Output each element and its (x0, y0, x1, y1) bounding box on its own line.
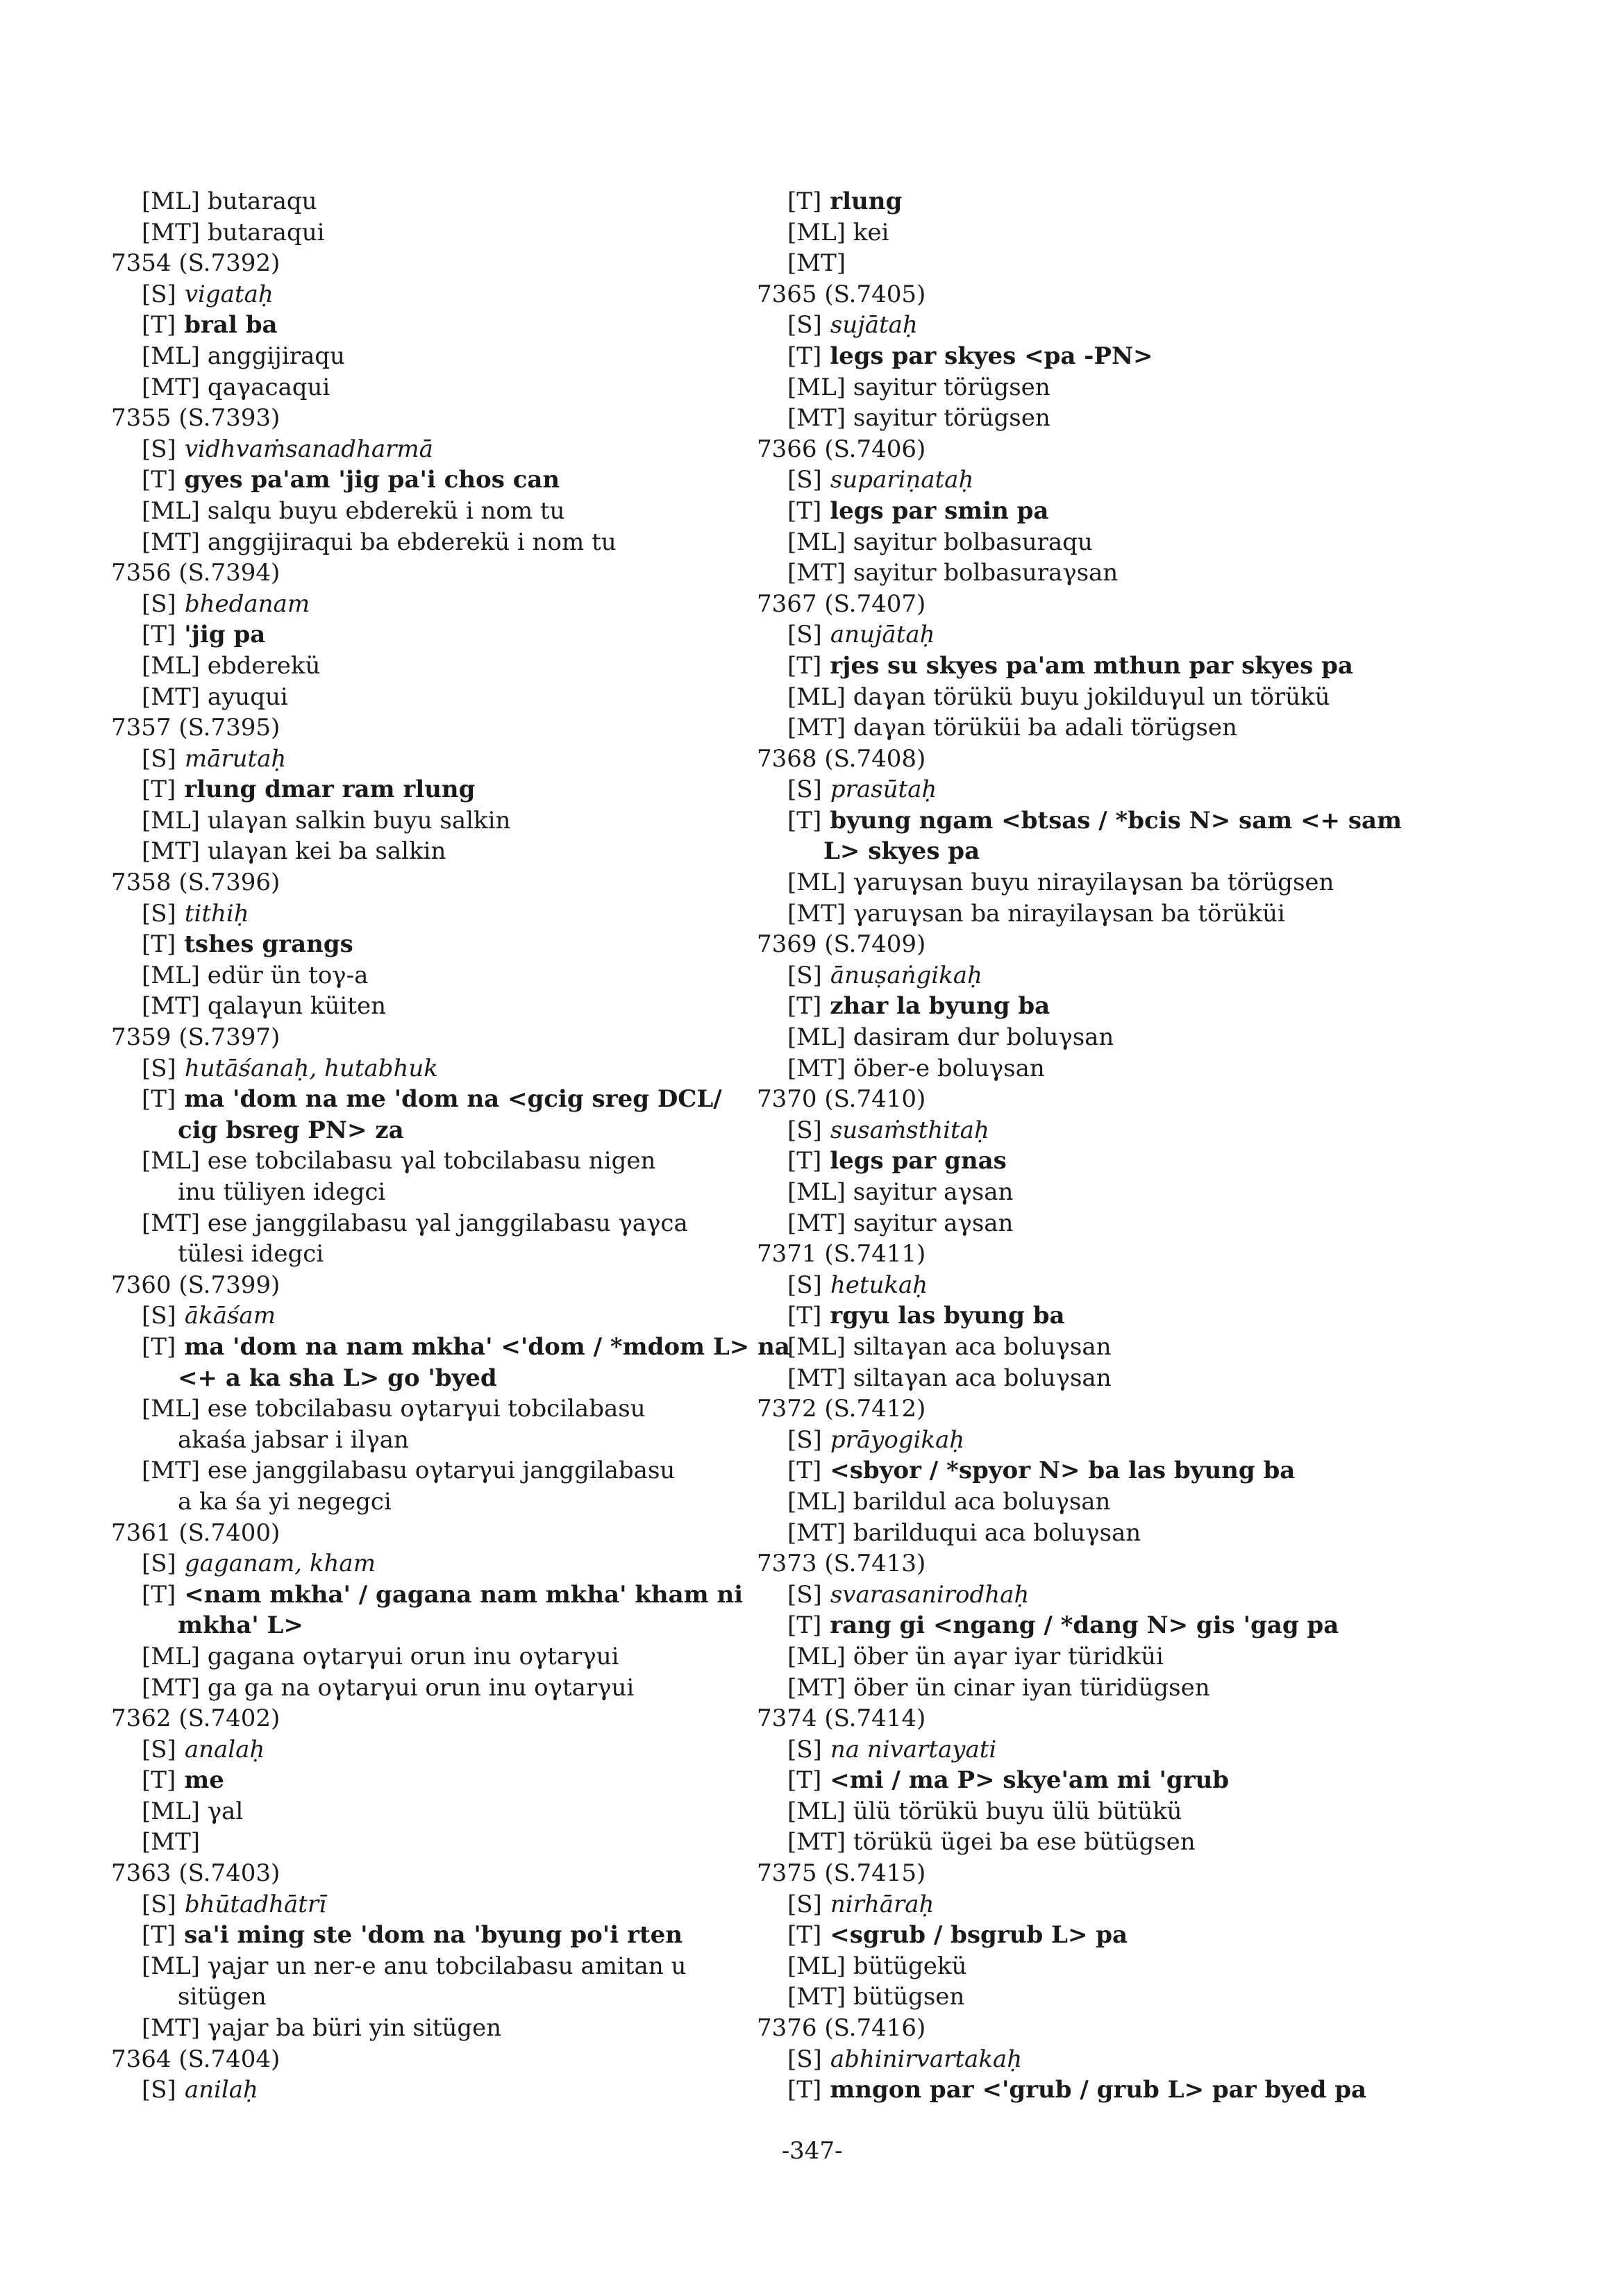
entry-text: sujātaḥ (830, 311, 918, 340)
entry-text: <sgrub / bsgrub L> pa (830, 1921, 1128, 1950)
entry-text: vidhvaṁsanadharmā (184, 435, 433, 463)
entry-number (757, 1084, 1465, 1115)
entry-tag: [S] (142, 1302, 176, 1330)
entry-line-mt (111, 1239, 819, 1270)
entry-line-mt (111, 1673, 819, 1704)
entry-text: mārutaḥ (184, 744, 287, 773)
entry-tag: [S] (787, 1735, 822, 1763)
entry-line-t (111, 464, 819, 496)
entry-text: a ka śa yi negegci (178, 1487, 392, 1516)
entry-text: abhinirvartakaḥ (830, 2045, 1023, 2073)
entry-line-mt (111, 217, 819, 249)
entry-line-t (111, 1115, 819, 1146)
entry-line-mt (757, 712, 1465, 744)
entry-line-t (757, 991, 1465, 1022)
entry-tag: [T] (787, 187, 822, 215)
entry-line-ml (111, 1951, 819, 1982)
entry-tag: [S] (142, 1890, 176, 1918)
entry-text: tithiḥ (184, 899, 249, 928)
entry-text: me (184, 1766, 224, 1795)
entry-text: [ML] ebderekü (142, 651, 321, 680)
entry-line-t (111, 1332, 819, 1363)
entry-tag: [T] (142, 1332, 176, 1361)
entry-text: [ML] ese tobcilabasu oγtarγui tobcilabasu (142, 1395, 646, 1423)
entry-line-t (757, 341, 1465, 372)
entry-line-s (111, 589, 819, 620)
entry-text: 7356 (S.7394) (111, 559, 281, 587)
entry-text: rang gi <ngang / *dang N> gis 'gag pa (830, 1611, 1339, 1640)
entry-number (111, 1270, 819, 1301)
entry-line-ml (111, 1796, 819, 1827)
entry-line-mt (757, 1518, 1465, 1549)
entry-tag: [T] (142, 930, 176, 959)
entry-text: [MT] anggijiraqui ba ebderekü i nom tu (142, 528, 617, 556)
entry-text: 7372 (S.7412) (757, 1395, 926, 1423)
entry-text: legs par smin pa (830, 496, 1049, 525)
entry-line-ml (757, 1332, 1465, 1363)
entry-text: [ML] edür ün toγ-a (142, 961, 369, 989)
entry-text: [ML] γajar un ner-e anu tobcilabasu amitan u (142, 1952, 687, 1980)
entry-text: [MT] ga ga na oγtarγui orun inu oγtarγui (142, 1673, 635, 1702)
entry-line-t (757, 2075, 1465, 2106)
entry-line-mt (111, 1486, 819, 1518)
entry-tag: [S] (787, 961, 822, 989)
entry-number (111, 403, 819, 434)
entry-line-mt (757, 1053, 1465, 1084)
entry-text: [MT] törükü ügei ba ese bütügsen (787, 1828, 1196, 1857)
entry-text: ma 'dom na nam mkha' <'dom / *mdom L> na (184, 1332, 790, 1361)
entry-line-ml (111, 651, 822, 682)
entry-line-mt (757, 558, 1465, 589)
entry-text: mngon par <'grub / grub L> par byed pa (830, 2076, 1367, 2104)
left-column (111, 186, 822, 2106)
entry-line-t (111, 1765, 822, 1796)
entry-text: [MT] sayitur aγsan (787, 1209, 1014, 1237)
entry-text: [ML] ese tobcilabasu γal tobcilabasu nigen (142, 1147, 656, 1175)
entry-line-ml (757, 1177, 1465, 1208)
entry-text: 7370 (S.7410) (757, 1085, 926, 1114)
entry-number (757, 279, 1465, 310)
entry-text: [ML] bütügekü (787, 1952, 967, 1980)
entry-text: 7363 (S.7403) (111, 1859, 281, 1888)
entry-line-ml (111, 1981, 819, 2013)
entry-tag: [S] (142, 744, 176, 773)
entry-text: 7376 (S.7416) (757, 2014, 926, 2043)
entry-tag: [T] (787, 1611, 822, 1640)
entry-tag: [T] (142, 1580, 176, 1609)
entry-text: [MT] ese janggilabasu oγtarγui janggilabasu (142, 1457, 676, 1485)
entry-text: [MT] daγan törüküi ba adali törügsen (787, 714, 1237, 742)
entry-text: [ML] öber ün aγar iyar türidküi (787, 1642, 1164, 1670)
entry-line-mt (111, 836, 819, 867)
entry-text: 7366 (S.7406) (757, 435, 926, 463)
entry-text: 7375 (S.7415) (757, 1859, 926, 1888)
entry-number (111, 1703, 819, 1734)
entry-text: 7360 (S.7399) (111, 1271, 281, 1299)
entry-line-s (111, 1053, 819, 1084)
entry-text: 7367 (S.7407) (757, 589, 926, 618)
entry-line-s (757, 960, 1465, 991)
entry-text: 7364 (S.7404) (111, 2045, 281, 2073)
entry-text: sa'i ming ste 'dom na 'byung po'i rten (184, 1921, 683, 1950)
entry-line-mt (757, 1827, 1465, 1858)
entry-text: [MT] ayuqui (142, 682, 288, 711)
entry-number (757, 589, 1465, 620)
entry-text: zhar la byung ba (830, 992, 1050, 1021)
entry-text: na nivartayati (830, 1735, 997, 1763)
entry-line-s (111, 279, 819, 310)
entry-text: prāyogikaḥ (830, 1425, 965, 1454)
entry-text: [ML] barildul aca boluγsan (787, 1487, 1111, 1516)
entry-line-ml (111, 805, 822, 837)
entry-line-t (111, 1084, 819, 1115)
entry-line-ml (757, 867, 1465, 898)
entry-line-s (111, 1734, 819, 1766)
entry-text: 7373 (S.7413) (757, 1550, 926, 1578)
entry-text: [MT] qalaγun küiten (142, 992, 386, 1021)
entry-number (111, 712, 819, 744)
entry-number (757, 744, 1465, 775)
entry-tag: [T] (142, 1085, 176, 1114)
entry-line-mt (111, 1455, 822, 1486)
entry-line-s (757, 2044, 1465, 2075)
entry-text: [ML] anggijiraqu (142, 342, 345, 370)
entry-line-ml (111, 496, 822, 527)
entry-tag: [S] (787, 1890, 822, 1918)
entry-text: L> skyes pa (823, 837, 980, 866)
entry-line-t (757, 1300, 1465, 1332)
entry-text: 7368 (S.7408) (757, 744, 926, 773)
entry-line-s (111, 434, 819, 465)
entry-text: [ML] dasiram dur boluγsan (787, 1023, 1114, 1052)
entry-text: [MT] barilduqui aca boluγsan (787, 1518, 1141, 1547)
entry-number (757, 1703, 1465, 1734)
entry-text: sitügen (178, 1983, 267, 2011)
entry-text: gyes pa'am 'jig pa'i chos can (184, 466, 560, 494)
entry-number (111, 1518, 819, 1549)
entry-text: [MT] ulaγan kei ba salkin (142, 837, 446, 866)
entry-line-ml (757, 1796, 1465, 1827)
entry-line-mt (757, 1673, 1465, 1704)
page-number: -347- (781, 2137, 843, 2165)
entry-tag: [T] (787, 496, 822, 525)
entry-text: <mi / ma P> skye'am mi 'grub (830, 1766, 1230, 1795)
entry-text: rlung dmar ram rlung (184, 776, 476, 804)
entry-number (757, 434, 1465, 465)
entry-text: rjes su skyes pa'am mthun par skyes pa (830, 651, 1353, 680)
entry-line-ml (111, 1425, 819, 1456)
entry-tag: [T] (787, 1302, 822, 1330)
entry-line-t (111, 1920, 822, 1951)
entry-line-mt (111, 372, 819, 403)
entry-text: hetukaḥ (830, 1271, 928, 1299)
entry-text: [ML] kei (787, 218, 889, 246)
entry-line-mt (757, 248, 1465, 279)
entry-tag: [S] (787, 2045, 822, 2073)
entry-line-t (757, 1146, 1465, 1177)
entry-number (111, 1022, 819, 1053)
entry-line-s (757, 1270, 1465, 1301)
entry-text: 7359 (S.7397) (111, 1023, 281, 1052)
entry-tag: [S] (787, 1580, 822, 1609)
entry-text: [ML] butaraqu (142, 187, 317, 215)
entry-text: [ML] sayitur törügsen (787, 373, 1050, 401)
entry-tag: [T] (787, 806, 822, 835)
entry-text: [MT] siltaγan aca boluγsan (787, 1364, 1112, 1392)
entry-line-t (111, 929, 819, 960)
entry-text: 7365 (S.7405) (757, 280, 926, 308)
entry-tag: [T] (142, 1921, 176, 1950)
entry-text: 7358 (S.7396) (111, 869, 281, 897)
entry-tag: [T] (142, 621, 176, 649)
entry-tag: [S] (142, 2076, 176, 2104)
entry-line-t (757, 805, 1465, 837)
entry-text: 7369 (S.7409) (757, 930, 926, 959)
entry-line-mt (111, 527, 819, 558)
entry-text: tülesi idegci (178, 1240, 324, 1268)
entry-text: [MT] butaraqui (142, 218, 325, 246)
entry-text: 7354 (S.7392) (111, 249, 281, 278)
entry-text: prasūtaḥ (830, 776, 937, 804)
entry-line-s (757, 1425, 1465, 1456)
entry-text: 7362 (S.7402) (111, 1704, 281, 1733)
entry-tag: [S] (787, 1271, 822, 1299)
entry-line-mt (757, 403, 1465, 434)
entry-tag: [T] (787, 1921, 822, 1950)
entry-line-s (757, 464, 1465, 496)
entry-text: gaganam, kham (184, 1550, 376, 1578)
entry-text: nirhāraḥ (830, 1890, 935, 1918)
entry-text: 7357 (S.7395) (111, 714, 281, 742)
entry-tag: [T] (142, 466, 176, 494)
entry-text: cig bsreg PN> za (178, 1116, 404, 1144)
entry-line-t (111, 1610, 822, 1641)
entry-text: ānuṣaṅgikaḥ (830, 961, 982, 989)
entry-tag: [S] (787, 1425, 822, 1454)
entry-line-t (757, 651, 1465, 682)
entry-tag: [S] (142, 899, 176, 928)
entry-text: anujātaḥ (830, 621, 935, 649)
entry-number (757, 1393, 1465, 1425)
entry-line-ml (757, 217, 1465, 249)
entry-text: 'jig pa (184, 621, 266, 649)
entry-tag: [S] (787, 311, 822, 340)
entry-tag: [T] (787, 992, 822, 1021)
entry-tag: [S] (142, 1735, 176, 1763)
entry-line-ml (111, 1177, 819, 1208)
entry-text: [MT] ese janggilabasu γal janggilabasu γaγca (142, 1209, 688, 1237)
entry-text: [MT] γajar ba büri yin sitügen (142, 2014, 502, 2043)
entry-tag: [S] (787, 466, 822, 494)
entry-text: bhedanam (184, 589, 310, 618)
entry-text: [ML] gagana oγtarγui orun inu oγtarγui (142, 1642, 619, 1670)
entry-line-t (757, 1920, 1465, 1951)
entry-text: hutāśanaḥ, hutabhuk (184, 1054, 438, 1082)
entry-tag: [S] (142, 589, 176, 618)
entry-line-ml (757, 682, 1465, 713)
entry-tag: [S] (787, 776, 822, 804)
entry-line-t (111, 310, 819, 341)
entry-text: ma 'dom na me 'dom na <gcig sreg DCL/ (184, 1085, 722, 1114)
entry-tag: [T] (787, 2076, 822, 2104)
entry-number (111, 558, 819, 589)
entry-line-ml (111, 1146, 822, 1177)
entry-text: bhūtadhātrī (184, 1890, 327, 1918)
entry-text: [ML] sayitur aγsan (787, 1178, 1014, 1206)
entry-line-s (757, 1115, 1465, 1146)
entry-text: analaḥ (184, 1735, 265, 1763)
entry-tag: [T] (142, 1766, 176, 1795)
entry-text: [ML] sayitur bolbasuraqu (787, 528, 1093, 556)
entry-text: <+ a ka sha L> go 'byed (178, 1364, 497, 1392)
entry-text: [MT] (787, 249, 846, 278)
entry-text: ākāśam (184, 1302, 276, 1330)
right-column (757, 186, 1465, 2106)
entry-line-mt (111, 2013, 819, 2044)
entry-line-t (757, 186, 1465, 217)
entry-text: [MT] öber ün cinar iyan türidügsen (787, 1673, 1210, 1702)
entry-text: akaśa jabsar i ilγan (178, 1425, 409, 1454)
entry-text: [ML] salqu buyu ebderekü i nom tu (142, 496, 565, 525)
entry-line-s (111, 1548, 819, 1579)
entry-tag: [T] (142, 311, 176, 340)
entry-text: 7361 (S.7400) (111, 1518, 281, 1547)
entry-line-ml (111, 960, 819, 991)
entry-line-ml (757, 1022, 1465, 1053)
entry-text: <sbyor / *spyor N> ba las byung ba (830, 1457, 1296, 1485)
entry-text: [ML] ulaγan salkin buyu salkin (142, 806, 511, 835)
entry-line-t (757, 1455, 1465, 1486)
entry-tag: [T] (787, 1457, 822, 1485)
entry-line-ml (757, 372, 1465, 403)
entry-line-mt (757, 1981, 1465, 2013)
entry-text: svarasanirodhaḥ (830, 1580, 1030, 1609)
entry-line-t (111, 774, 819, 805)
entry-tag: [S] (787, 1116, 822, 1144)
entry-line-mt (111, 1827, 819, 1858)
entry-number (111, 248, 819, 279)
entry-number (757, 2013, 1465, 2044)
entry-line-ml (111, 186, 822, 217)
entry-text: [MT] öber-e boluγsan (787, 1054, 1045, 1082)
entry-text: [MT] bütügsen (787, 1983, 965, 2011)
entry-number (111, 1858, 819, 1889)
entry-text: 7371 (S.7411) (757, 1240, 926, 1268)
entry-line-ml (757, 1486, 1465, 1518)
entry-line-s (111, 2075, 822, 2106)
entry-text: rlung (830, 187, 903, 215)
entry-text: [ML] γal (142, 1797, 244, 1825)
entry-text: [MT] sayitur bolbasuraγsan (787, 559, 1119, 587)
entry-text: tshes grangs (184, 930, 353, 959)
entry-line-mt (111, 682, 819, 713)
entry-line-mt (111, 991, 822, 1022)
entry-text: 7374 (S.7414) (757, 1704, 926, 1733)
entry-line-ml (757, 527, 1465, 558)
entry-text: [ML] siltaγan aca boluγsan (787, 1332, 1112, 1361)
entry-text: susaṁsthitaḥ (830, 1116, 989, 1144)
entry-line-s (757, 310, 1465, 341)
entry-line-t (757, 496, 1465, 527)
entry-text: [ML] daγan törükü buyu jokilduγul un törükü (787, 682, 1330, 711)
entry-text: [ML] γaruγsan buyu nirayilaγsan ba törügsen (787, 869, 1334, 897)
entry-number (111, 867, 819, 898)
entry-text: [MT] qaγacaqui (142, 373, 330, 401)
entry-text: [MT] (142, 1828, 201, 1857)
entry-tag: [S] (142, 435, 176, 463)
entry-text: <nam mkha' / gagana nam mkha' kham ni (184, 1580, 744, 1609)
entry-line-s (111, 1889, 819, 1920)
entry-tag: [T] (142, 776, 176, 804)
entry-line-ml (757, 1641, 1465, 1673)
entry-tag: [S] (142, 280, 176, 308)
entry-text: [ML] ülü törükü buyu ülü bütükü (787, 1797, 1182, 1825)
entry-text: 7355 (S.7393) (111, 404, 281, 433)
entry-text: anilaḥ (184, 2076, 258, 2104)
entry-line-s (111, 1300, 822, 1332)
entry-tag: [S] (787, 621, 822, 649)
entry-line-s (757, 774, 1465, 805)
entry-line-ml (111, 1641, 819, 1673)
entry-number (757, 929, 1465, 960)
entry-line-mt (757, 1208, 1465, 1239)
entry-text: byung ngam <btsas / *bcis N> sam <+ sam (830, 806, 1403, 835)
entry-line-s (757, 619, 1465, 651)
entry-line-t (111, 619, 819, 651)
entry-line-mt (111, 1208, 819, 1239)
entry-tag: [T] (787, 651, 822, 680)
entry-line-s (757, 1889, 1465, 1920)
entry-text: mkha' L> (178, 1611, 303, 1640)
entry-line-s (757, 1734, 1465, 1766)
entry-tag: [T] (787, 1766, 822, 1795)
entry-line-s (111, 744, 819, 775)
entry-number (111, 2044, 819, 2075)
entry-line-t (111, 1579, 819, 1611)
entry-line-t (757, 836, 1465, 867)
entry-text: [MT] sayitur törügsen (787, 404, 1050, 433)
entry-number (757, 1239, 1465, 1270)
entry-number (757, 1548, 1465, 1579)
entry-text: [MT] γaruγsan ba nirayilaγsan ba törüküi (787, 899, 1285, 928)
entry-text: supariṇataḥ (830, 466, 974, 494)
entry-text: vigataḥ (184, 280, 274, 308)
entry-text: legs par gnas (830, 1147, 1007, 1175)
entry-tag: [S] (142, 1054, 176, 1082)
entry-text: rgyu las byung ba (830, 1302, 1065, 1330)
entry-line-mt (757, 898, 1465, 930)
entry-line-t (757, 1610, 1465, 1641)
entry-line-mt (757, 1363, 1465, 1394)
entry-line-s (111, 898, 819, 930)
entry-line-s (757, 1579, 1465, 1611)
entry-line-ml (111, 1393, 819, 1425)
entry-text: legs par skyes <pa -PN> (830, 342, 1153, 370)
entry-tag: [T] (787, 342, 822, 370)
entry-text: inu tüliyen idegci (178, 1178, 386, 1206)
entry-line-t (757, 1765, 1465, 1796)
entry-line-t (111, 1363, 819, 1394)
entry-number (757, 1858, 1465, 1889)
entry-tag: [T] (787, 1147, 822, 1175)
entry-text: bral ba (184, 311, 278, 340)
entry-line-ml (757, 1951, 1465, 1982)
entry-tag: [S] (142, 1550, 176, 1578)
entry-line-ml (111, 341, 822, 372)
